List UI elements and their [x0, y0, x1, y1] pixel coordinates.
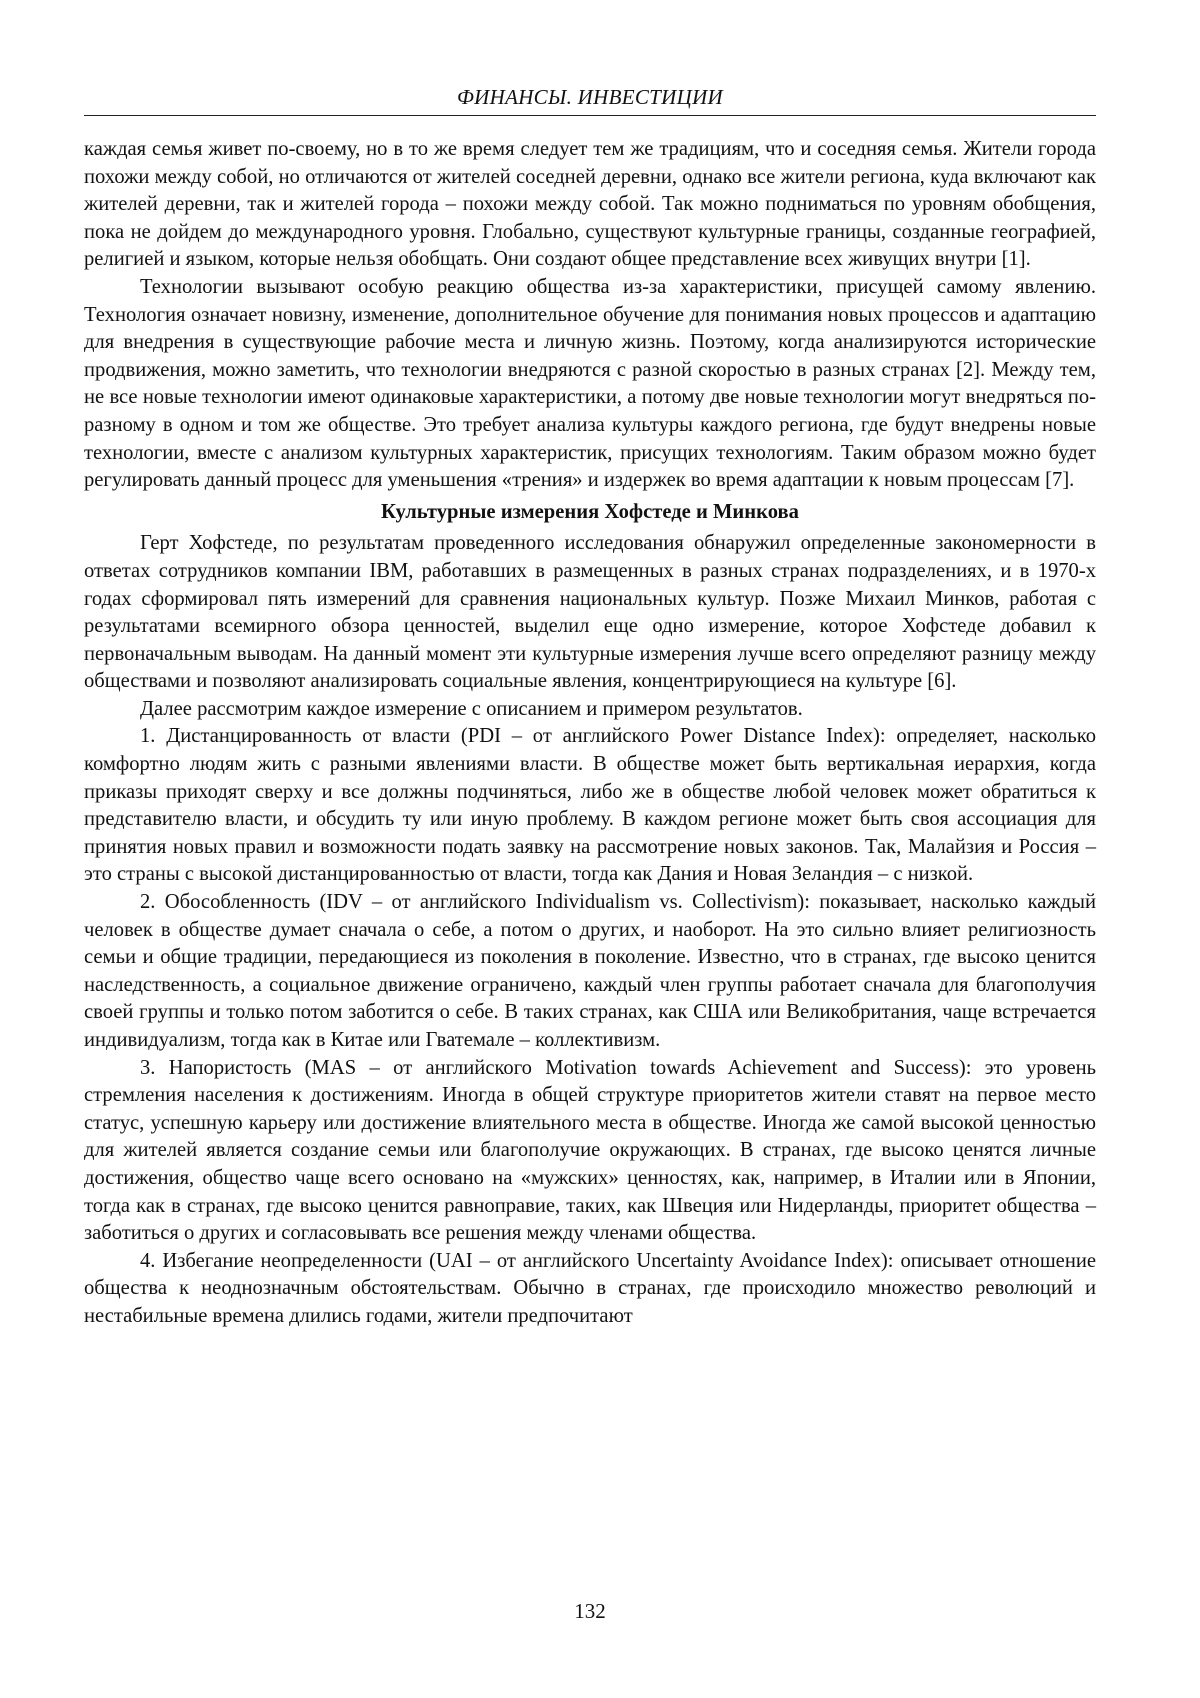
running-header: ФИНАНСЫ. ИНВЕСТИЦИИ: [84, 84, 1096, 110]
page-number: 132: [84, 1598, 1096, 1624]
journal-page: [0, 0, 1200, 1698]
paragraph-hofstede: Герт Хофстеде, по результатам проведенного исследования обнаружил определенные закономерности в ответах сотрудников компании IBM, работавших в размещенных в разных странах подразделениях, и в 1970-х годах сформировал пять измерений для сравнения национальных культур. Позже Михаил Минков, работая с результатами всемирного обзора ценностей, выделил еще одно измерение, которое Хофстеде добавил к первоначальным выводам. На данный момент эти культурные измерения лучше всего определяют разницу между обществами и позволяют анализировать социальные явления, концентрирующиеся на культуре [6].: [84, 530, 1096, 696]
section-heading: Культурные измерения Хофстеде и Минкова: [84, 499, 1096, 527]
paragraph-technologies: Технологии вызывают особую реакцию общества из-за характеристики, присущей самому явлению. Технология означает новизну, изменение, дополнительное обучение для понимания новых процессов и адаптацию для внедрения в существующие рабочие места и личную жизнь. Поэтому, когда анализируются исторические продвижения, можно заметить, что технологии внедряются с разной скоростью в разных странах [2]. Между тем, не все новые технологии имеют одинаковые характеристики, а потому две новые технологии могут внедряться по-разному в одном и том же обществе. Это требует анализа культуры каждого региона, где будут внедрены новые технологии, вместе с анализом культурных характеристик, присущих технологиям. Таким образом можно будет регулировать данный процесс для уменьшения «трения» и издержек во время адаптации к новым процессам [7].: [84, 274, 1096, 495]
paragraph-intro-dimensions: Далее рассмотрим каждое измерение с описанием и примером результатов.: [84, 696, 1096, 724]
paragraph-idv: 2. Обособленность (IDV – от английского Individualism vs. Collectivism): показывает, насколько каждый человек в обществе думает сначала о себе, а потом о других, и наоборот. На это сильно влияет религиозность семьи и общие традиции, передающиеся из поколения в поколение. Известно, что в странах, где высоко ценится наследственность, а социальное движение ограничено, каждый член группы работает сначала для благополучия своей группы и только потом заботится о себе. В таких странах, как США или Великобритания, чаще встречается индивидуализм, тогда как в Китае или Гватемале – коллективизм.: [84, 889, 1096, 1055]
article-body: [84, 136, 1096, 1331]
paragraph-continuation: каждая семья живет по-своему, но в то же время следует тем же традициям, что и соседняя семья. Жители города похожи между собой, но отличаются от жителей соседней деревни, однако все жители региона, куда включают как жителей деревни, так и жителей города – похожи между собой. Так можно подниматься по уровням обобщения, пока не дойдем до международного уровня. Глобально, существуют культурные границы, созданные географией, религией и языком, которые нельзя обобщать. Они создают общее представление всех живущих внутри [1].: [84, 136, 1096, 274]
paragraph-mas: 3. Напористость (MAS – от английского Motivation towards Achievement and Success): это уровень стремления населения к достижениям. Иногда в общей структуре приоритетов жители ставят на первое место статус, успешную карьеру или достижение влиятельного места в обществе. Иногда же самой высокой ценностью для жителей является создание семьи или благополучие окружающих. В странах, где высоко ценятся личные достижения, общество чаще всего основано на «мужских» ценностях, как, например, в Италии или в Японии, тогда как в странах, где высоко ценится равноправие, таких, как Швеция или Нидерланды, приоритет общества – заботиться о других и согласовывать все решения между членами общества.: [84, 1055, 1096, 1248]
paragraph-uai: 4. Избегание неопределенности (UAI – от английского Uncertainty Avoidance Index): описывает отношение общества к неоднозначным обстоятельствам. Обычно в странах, где происходило множество революций и нестабильные времена длились годами, жители предпочитают: [84, 1248, 1096, 1331]
paragraph-pdi: 1. Дистанцированность от власти (PDI – от английского Power Distance Index): определяет, насколько комфортно людям жить с разными явлениями власти. В обществе может быть вертикальная иерархия, когда приказы приходят сверху и все должны подчиняться, либо же в обществе любой человек может обратиться к представителю власти, и обсудить ту или иную проблему. В каждом регионе может быть своя ассоциация для принятия новых правил и возможности подать заявку на рассмотрение новых законов. Так, Малайзия и Россия – это страны с высокой дистанцированностью от власти, тогда как Дания и Новая Зеландия – с низкой.: [84, 723, 1096, 889]
header-rule: [84, 115, 1096, 116]
